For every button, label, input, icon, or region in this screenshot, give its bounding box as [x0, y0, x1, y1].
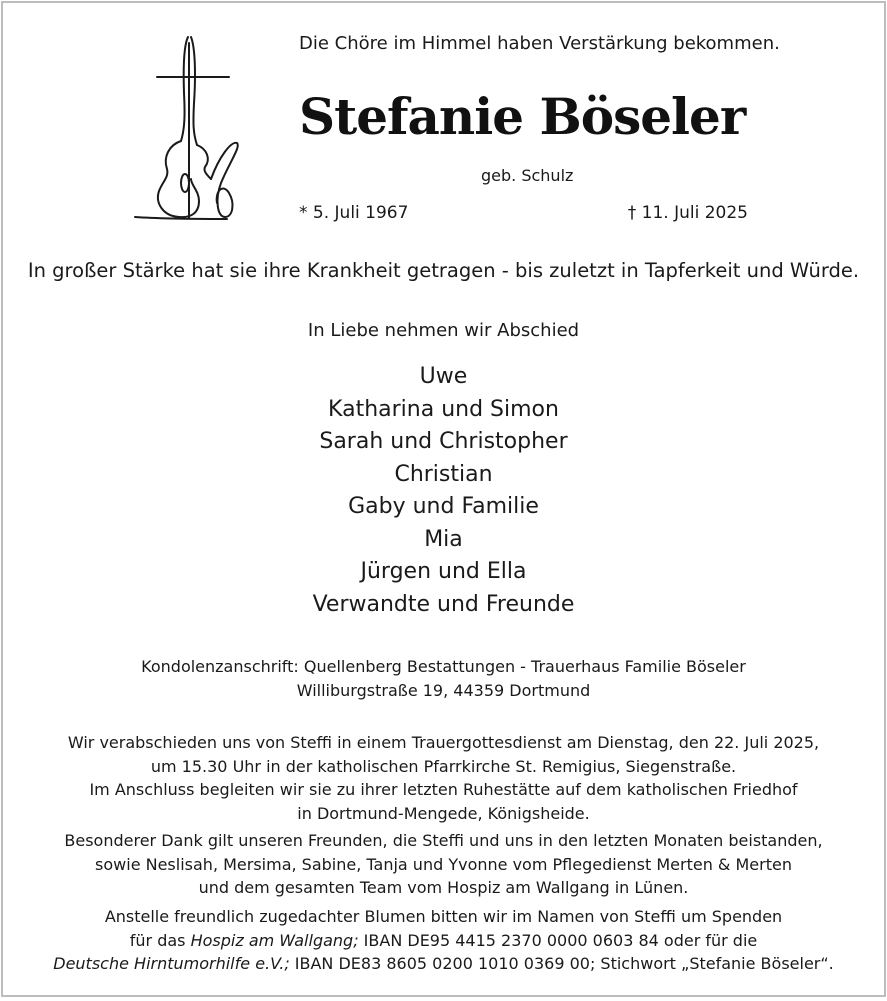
hospice-name: Hospiz am Wallgang;: [190, 930, 359, 950]
condolence-address: [3, 655, 884, 702]
donation-line: [3, 952, 884, 976]
mourner-name: Jürgen und Ella: [360, 559, 527, 584]
header-quote: Die Chöre im Himmel haben Verstärkung bekommen.: [299, 33, 780, 54]
mourner-name: Gaby und Familie: [348, 494, 539, 519]
ceremony-line: Im Anschluss begleiten wir sie zu ihrer letzten Ruhestätte auf dem katholischen Friedhof: [89, 780, 798, 799]
thanks-line: sowie Neslisah, Mersima, Sabine, Tanja und Yvonne vom Pflegedienst Merten & Merten: [95, 854, 792, 874]
cross-with-guitar-icon: [133, 33, 243, 223]
condolence-line: Williburgstraße 19, 44359 Dortmund: [296, 680, 591, 700]
mourner-name: Christian: [394, 461, 493, 487]
donation-iban-2: IBAN DE83 8605 0200 1010 0369 00; Stichwort „Stefanie Böseler“.: [289, 954, 834, 973]
donation-iban-1: IBAN DE95 4415 2370 0000 0603 84 oder für die: [358, 930, 758, 950]
donation-text: [3, 905, 884, 976]
thanks-line: und dem gesamten Team vom Hospiz am Wallgang in Lünen.: [198, 878, 689, 897]
mourner-name: Katharina und Simon: [328, 396, 559, 422]
mourners-list: [3, 361, 884, 621]
mourner-name: Verwandte und Freunde: [312, 591, 575, 617]
mourner-name: Sarah und Christopher: [319, 429, 568, 454]
motto-text: In großer Stärke hat sie ihre Krankheit getragen - bis zuletzt in Tapferkeit und Würde.: [27, 259, 860, 282]
ceremony-text: [3, 731, 884, 825]
ceremony-line: in Dortmund-Mengede, Königsheide.: [297, 803, 590, 823]
maiden-name: geb. Schulz: [481, 166, 574, 185]
mourners-intro: In Liebe nehmen wir Abschied: [307, 320, 580, 341]
donation-line: Anstelle freundlich zugedachter Blumen bitten wir im Namen von Steffi um Spenden: [104, 907, 783, 926]
ceremony-line: Wir verabschieden uns von Steffi in einem Trauergottesdienst am Dienstag, den 22. Juli 2025,: [67, 733, 820, 752]
charity-name: Deutsche Hirntumorhilfe e.V.;: [53, 954, 290, 973]
mourner-name: Uwe: [419, 364, 468, 389]
deceased-name: Stefanie Böseler: [299, 87, 746, 146]
thanks-text: [3, 829, 884, 900]
ceremony-line: um 15.30 Uhr in der katholischen Pfarrkirche St. Remigius, Siegenstraße.: [150, 756, 737, 776]
donation-prefix: für das: [129, 930, 191, 950]
birth-date: * 5. Juli 1967: [299, 203, 409, 223]
condolence-line: Kondolenzanschrift: Quellenberg Bestattungen - Trauerhaus Familie Böseler: [141, 657, 746, 676]
obituary-card: [1, 1, 886, 997]
donation-line: [3, 929, 884, 953]
mourner-name: Mia: [424, 526, 463, 552]
death-date: † 11. Juli 2025: [627, 203, 748, 223]
thanks-line: Besonderer Dank gilt unseren Freunden, die Steffi und uns in den letzten Monaten beistanden,: [64, 831, 823, 850]
